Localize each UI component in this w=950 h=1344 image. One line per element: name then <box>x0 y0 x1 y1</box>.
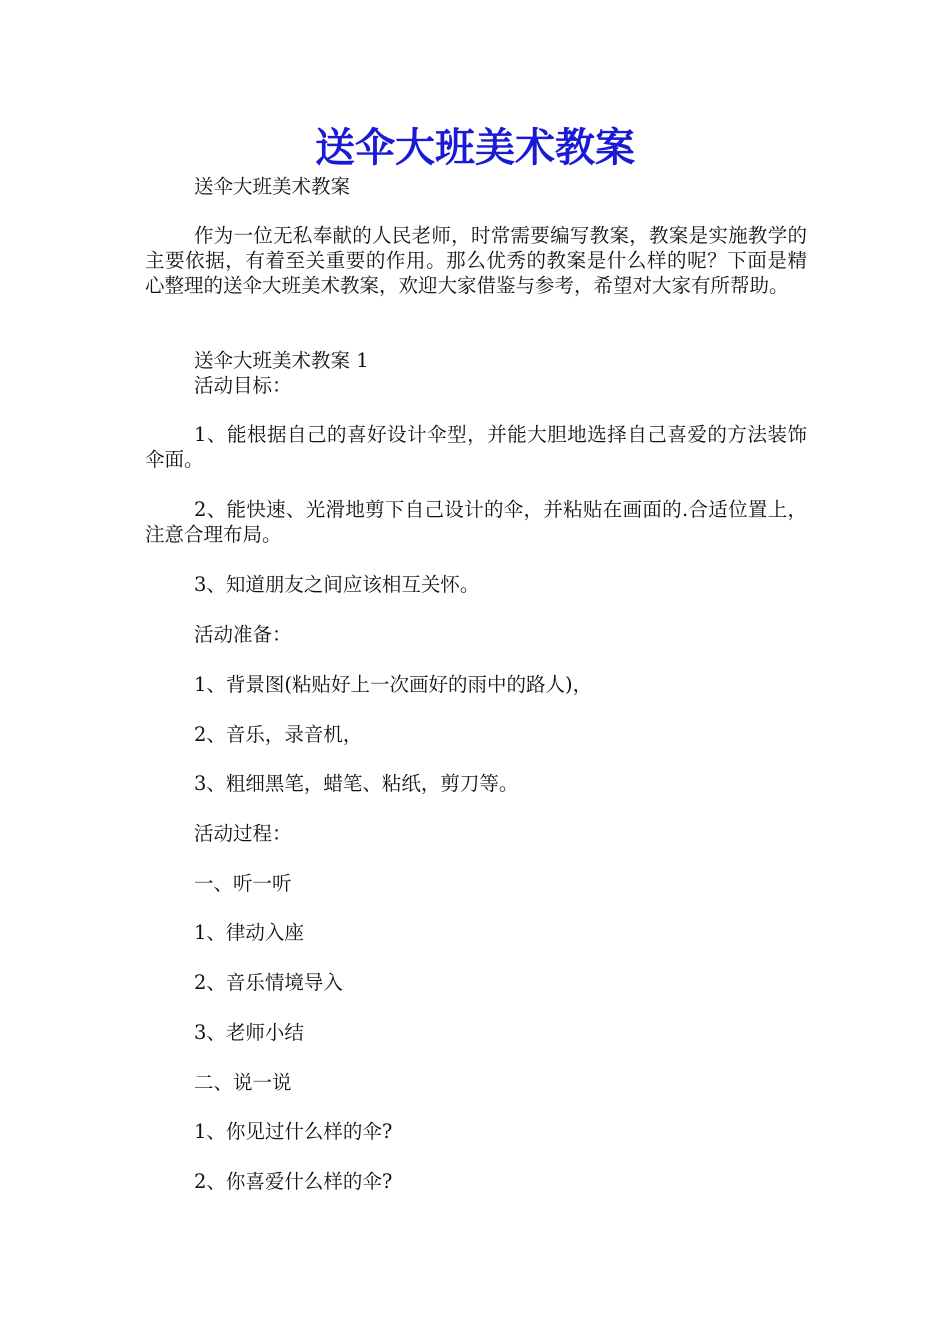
subtitle-text: 送伞大班美术教案 <box>194 175 351 198</box>
part1-item-text: 1、律动入座 <box>194 921 304 944</box>
part1-heading <box>194 871 807 896</box>
prep-item <box>194 771 807 796</box>
prep-item <box>194 722 807 747</box>
part2-item-text: 1、你见过什么样的伞? <box>194 1120 393 1143</box>
part2-heading <box>194 1070 807 1095</box>
part1-item-text: 2、音乐情境导入 <box>194 971 343 994</box>
document-title: 送伞大班美术教案 <box>315 125 635 171</box>
part1-heading-text: 一、听一听 <box>194 872 292 895</box>
process-heading-text: 活动过程： <box>194 822 292 845</box>
part2-item <box>194 1119 807 1144</box>
prep-item <box>194 672 807 697</box>
prep-heading-text: 活动准备： <box>194 623 292 646</box>
prep-heading <box>194 622 807 647</box>
document-subtitle <box>145 174 807 199</box>
intro-text: 作为一位无私奉献的人民老师，时常需要编写教案，教案是实施教学的主要依据，有着至关重要的作用。那么优秀的教案是什么样的呢？下面是精心整理的送伞大班美术教案，欢迎大家借鉴与参考，希望对大家有所帮助。 <box>145 224 807 297</box>
goal-item-text: 2、能快速、光滑地剪下自己设计的伞，并粘贴在画面的.合适位置上，注意合理布局。 <box>145 498 807 546</box>
intro-paragraph <box>145 223 807 298</box>
goal-item <box>194 572 807 597</box>
prep-item-text: 3、粗细黑笔，蜡笔、粘纸，剪刀等。 <box>194 772 519 795</box>
section-title <box>194 348 807 373</box>
goal-item-text: 3、知道朋友之间应该相互关怀。 <box>194 573 480 596</box>
section-title-text: 送伞大班美术教案 1 <box>194 349 369 372</box>
prep-item-text: 1、背景图(粘贴好上一次画好的雨中的路人)， <box>194 673 593 696</box>
goal-item-text: 1、能根据自己的喜好设计伞型，并能大胆地选择自己喜爱的方法装饰伞面。 <box>145 423 807 471</box>
goal-item <box>145 422 807 472</box>
part2-item-text: 2、你喜爱什么样的伞? <box>194 1170 393 1193</box>
part1-item <box>194 970 807 995</box>
part2-item <box>194 1169 807 1194</box>
process-heading <box>194 821 807 846</box>
part2-heading-text: 二、说一说 <box>194 1071 292 1094</box>
prep-item-text: 2、音乐，录音机， <box>194 723 363 746</box>
part1-item <box>194 1020 807 1045</box>
goal-heading <box>194 373 807 398</box>
goal-item <box>145 497 807 547</box>
goal-heading-text: 活动目标： <box>194 374 292 397</box>
part1-item <box>194 920 807 945</box>
part1-item-text: 3、老师小结 <box>194 1021 304 1044</box>
